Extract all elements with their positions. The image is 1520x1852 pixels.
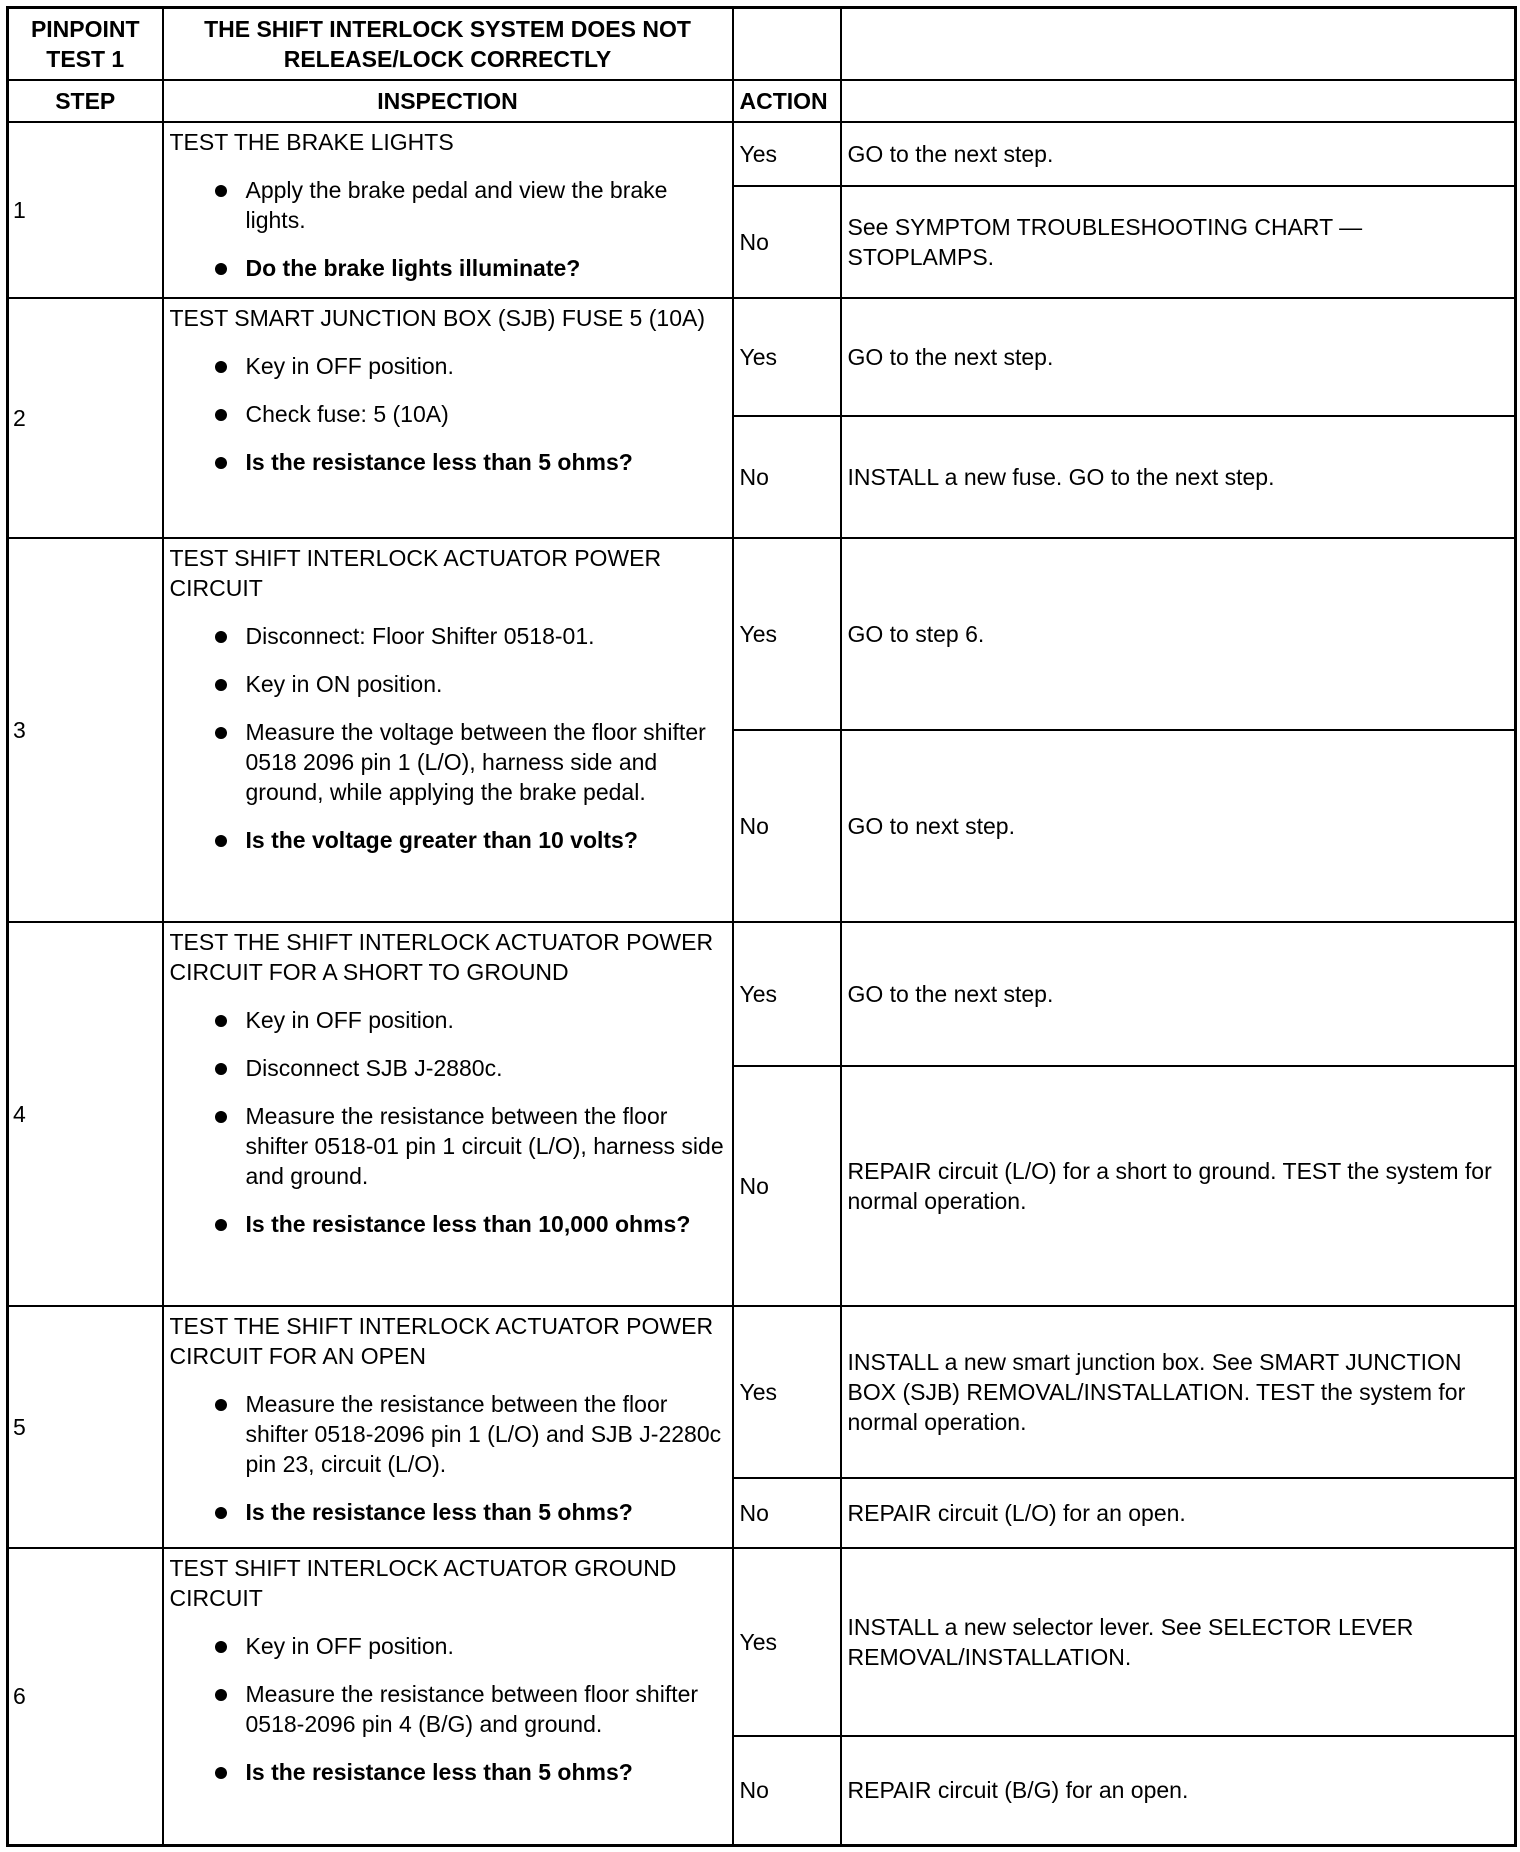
column-header-inspection: INSPECTION — [163, 80, 733, 122]
step-number: 3 — [8, 538, 163, 922]
inspection-step: Measure the resistance between the floor shifter 0518-01 pin 1 circuit (L/O), harness side and ground. — [245, 1102, 724, 1189]
inspection-step: Key in OFF position. — [246, 351, 726, 381]
test-title: THE SHIFT INTERLOCK SYSTEM DOES NOT RELEASE/LOCK CORRECTLY — [163, 8, 733, 80]
answer-no-label: No — [733, 1736, 841, 1846]
answer-no-label: No — [733, 730, 841, 922]
step-row — [8, 1306, 1516, 1478]
answer-yes-label: Yes — [733, 538, 841, 730]
answer-yes-label: Yes — [733, 122, 841, 186]
step-row — [8, 298, 1516, 416]
inspection-question: Is the resistance less than 10,000 ohms? — [246, 1209, 726, 1239]
inspection-step: Key in OFF position. — [246, 1005, 726, 1035]
inspection-title: TEST SMART JUNCTION BOX (SJB) FUSE 5 (10A) — [169, 304, 705, 331]
column-header-row — [8, 80, 1516, 122]
inspection-cell — [163, 298, 733, 538]
column-header-step: STEP — [8, 80, 163, 122]
inspection-steps-list — [170, 175, 726, 283]
inspection-step: Disconnect: Floor Shifter 0518-01. — [246, 621, 726, 651]
step-number: 4 — [8, 922, 163, 1306]
action-if-no: REPAIR circuit (B/G) for an open. — [841, 1736, 1516, 1846]
inspection-steps-list — [170, 1389, 726, 1527]
pinpoint-label: PINPOINT TEST 1 — [8, 8, 163, 80]
action-if-yes: GO to the next step. — [841, 922, 1516, 1066]
answer-yes-label: Yes — [733, 1306, 841, 1478]
step-row — [8, 922, 1516, 1066]
inspection-question: Do the brake lights illuminate? — [246, 253, 726, 283]
inspection-cell — [163, 122, 733, 298]
pinpoint-test-table — [6, 6, 1517, 1847]
pinpoint-test-document — [6, 6, 1514, 1846]
inspection-title: TEST SHIFT INTERLOCK ACTUATOR GROUND CIRCUIT — [169, 1554, 677, 1611]
inspection-step: Apply the brake pedal and view the brake lights. — [246, 175, 726, 235]
inspection-step: Measure the resistance between floor shifter 0518-2096 pin 4 (B/G) and ground. — [246, 1679, 726, 1739]
action-if-no: GO to next step. — [841, 730, 1516, 922]
step-number: 5 — [8, 1306, 163, 1548]
step-number: 6 — [8, 1548, 163, 1846]
answer-yes-label: Yes — [733, 1548, 841, 1736]
step-row — [8, 1548, 1516, 1736]
inspection-question: Is the voltage greater than 10 volts? — [246, 825, 726, 855]
answer-no-label: No — [733, 186, 841, 298]
action-if-yes: GO to the next step. — [841, 298, 1516, 416]
inspection-title: TEST THE SHIFT INTERLOCK ACTUATOR POWER CIRCUIT FOR A SHORT TO GROUND — [169, 928, 714, 985]
inspection-title: TEST THE BRAKE LIGHTS — [169, 128, 454, 155]
title-empty-cell — [733, 8, 841, 80]
step-number: 2 — [8, 298, 163, 538]
inspection-title: TEST SHIFT INTERLOCK ACTUATOR POWER CIRCUIT — [169, 544, 662, 601]
inspection-step: Measure the voltage between the floor shifter 0518 2096 pin 1 (L/O), harness side and ground, while applying the brake pedal. — [246, 717, 726, 807]
inspection-question: Is the resistance less than 5 ohms? — [246, 1497, 726, 1527]
column-header-action: ACTION — [733, 80, 841, 122]
inspection-cell — [163, 1306, 733, 1548]
inspection-step: Measure the resistance between the floor shifter 0518-2096 pin 1 (L/O) and SJB J-2280c pin 23, circuit (L/O). — [246, 1389, 726, 1479]
answer-no-label: No — [733, 1066, 841, 1306]
inspection-step: Key in ON position. — [246, 669, 726, 699]
title-empty-cell — [841, 8, 1516, 80]
inspection-step: Disconnect SJB J-2880c. — [246, 1053, 726, 1083]
answer-yes-label: Yes — [733, 922, 841, 1066]
action-if-yes: INSTALL a new smart junction box. See SMART JUNCTION BOX (SJB) REMOVAL/INSTALLATION. TEST the system for normal operation. — [841, 1306, 1516, 1478]
step-row — [8, 538, 1516, 730]
title-row — [8, 8, 1516, 80]
action-if-no: REPAIR circuit (L/O) for a short to ground. TEST the system for normal operation. — [841, 1066, 1516, 1306]
inspection-title: TEST THE SHIFT INTERLOCK ACTUATOR POWER CIRCUIT FOR AN OPEN — [169, 1312, 714, 1369]
answer-no-label: No — [733, 1478, 841, 1548]
column-header-empty — [841, 80, 1516, 122]
answer-no-label: No — [733, 416, 841, 538]
action-if-no: REPAIR circuit (L/O) for an open. — [841, 1478, 1516, 1548]
action-if-yes: GO to the next step. — [841, 122, 1516, 186]
inspection-steps-list — [170, 1005, 726, 1239]
inspection-question: Is the resistance less than 5 ohms? — [246, 1757, 726, 1787]
step-number: 1 — [8, 122, 163, 298]
inspection-question: Is the resistance less than 5 ohms? — [246, 447, 726, 477]
inspection-step: Check fuse: 5 (10A) — [246, 399, 726, 429]
step-row — [8, 122, 1516, 186]
inspection-step: Key in OFF position. — [246, 1631, 726, 1661]
action-if-no: See SYMPTOM TROUBLESHOOTING CHART — STOPLAMPS. — [841, 186, 1516, 298]
action-if-no: INSTALL a new fuse. GO to the next step. — [841, 416, 1516, 538]
inspection-steps-list — [170, 621, 726, 855]
inspection-steps-list — [170, 351, 726, 477]
inspection-steps-list — [170, 1631, 726, 1787]
inspection-cell — [163, 922, 733, 1306]
inspection-cell — [163, 538, 733, 922]
answer-yes-label: Yes — [733, 298, 841, 416]
inspection-cell — [163, 1548, 733, 1846]
action-if-yes: INSTALL a new selector lever. See SELECTOR LEVER REMOVAL/INSTALLATION. — [841, 1548, 1516, 1736]
action-if-yes: GO to step 6. — [841, 538, 1516, 730]
